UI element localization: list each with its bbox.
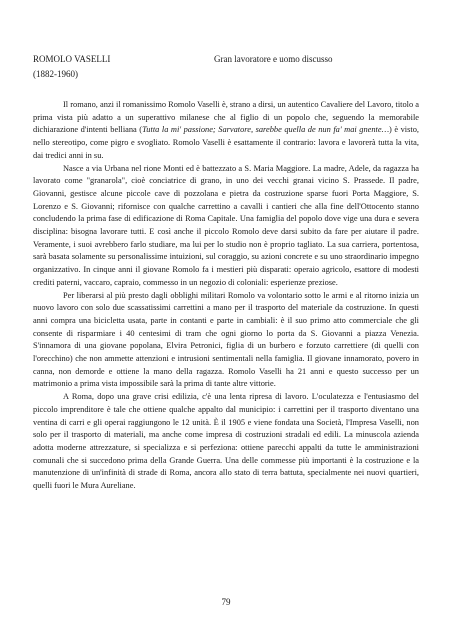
- page-number: 79: [221, 597, 231, 607]
- chapter-subtitle: Gran lavoratore e uomo discusso: [214, 54, 333, 64]
- body-text: [33, 99, 419, 493]
- paragraph-4: A Roma, dopo una grave crisi edilizia, c'è una lenta ripresa di lavoro. L'oculatezza e l'entusiasmo del piccolo imprenditore è tale che ottiene qualche appalto dal municipio: i carrettini per il trasporto diventano una ventina di carri e gli operai raggiungono le 12 unità. È il 1905 e viene fondata una Società, l'Impresa Vaselli, non solo per il trasporto di materiali, ma anche come impresa di costruzioni stradali ed edili. La minuscola azienda adotta moderne attrezzature, si specializza e si perfeziona: ottiene parecchi appalti da tutte le amministrazioni comunali che si succedono prima della Grande Guerra. Una delle commesse più importanti è la costruzione e la manutenzione di un'infinità di strade di Roma, ancora allo stato di terra battuta, specialmente nei nuovi quartieri, quelli fuori le Mura Aureliane.: [33, 392, 419, 491]
- paragraph-2: Nasce a via Urbana nel rione Monti ed è battezzato a S. Maria Maggiore. La madre, Adele, da ragazza ha lavorato come "granarola", cioè conciatrice di grano, in uno dei vecchi granai vicino S. Prassede. Il padre, Giovanni, gestisce alcune piccole cave di pozzolana e pietra da costruzione sparse fuori Porta Maggiore, S. Lorenzo e S. Giovanni; rifornisce con qualche carrettino a cavalli i cantieri che alla fine dell'Ottocento stanno concludendo la prima fase di edificazione di Roma Capitale. Una famiglia del popolo dove vige una dura e severa disciplina: bisogna lavorare tutti. E così anche il piccolo Romolo deve darsi subito da fare per aiutare il padre. Veramente, i suoi avrebbero farlo studiare, ma lui per lo studio non è proprio tagliato. La sua carriera, portentosa, sarà basata solamente su personalissime intuizioni, sul coraggio, su azioni concrete e su uno straordinario impegno organizzativo. In cinque anni il giovane Romolo fa i mestieri più disparati: operaio agricolo, esattore di modesti crediti paterni, vaccaro, capraio, commesso in un negozio di coloniali: esperienze preziose.: [33, 163, 419, 287]
- paragraph-3: Per liberarsi al più presto dagli obblighi militari Romolo va volontario sotto le armi e al ritorno inizia un nuovo lavoro con solo due scassatissimi carrettini a mano per il trasporto del materiale da costruzione. In questi anni compra una bicicletta usata, parte in contanti e parte in cambiali: è il suo primo atto commerciale che gli consente di risparmiare i 40 centesimi di tram che ogni giorno lo porta da S. Giovanni a piazza Venezia. S'innamora di una giovane popolana, Elvira Petronici, figlia di un burbero e forzuto carrettiere (di quelli con l'orecchino) che non ammette attenzioni e intrusioni sentimentali nella famiglia. Il giovane innamorato, povero in canna, non demorde e ottiene la mano della ragazza. Romolo Vaselli ha 21 anni e questo successo per un matrimonio a prima vista impossibile sarà la prima di tante altre vittorie.: [33, 290, 419, 389]
- paragraph-1: [33, 99, 419, 163]
- paragraph-1-text-a: Il romano, anzi il romanissimo Romolo Vaselli è, strano a dirsi, un autentico Cavaliere del Lavoro, titolo a prima vista più adatto a un superattivo milanese che al figlio di un popolo che, seguendo la memorabile dichiarazione d'intenti belliana (: [33, 100, 419, 135]
- life-years: (1882-1960): [33, 69, 78, 79]
- person-name: ROMOLO VASELLI: [33, 54, 111, 64]
- paragraph-1-text-b: ) è visto, nello stereotipo, come pigro e svogliato. Romolo Vaselli è esattamente il contrario: lavora e lavorerà tutta la vita, dai tredici anni in su.: [33, 125, 420, 160]
- belli-quote: Tutta la mi' passione; Sarvatore, sarebbe quella de nun fa' mai gnente…: [142, 125, 390, 135]
